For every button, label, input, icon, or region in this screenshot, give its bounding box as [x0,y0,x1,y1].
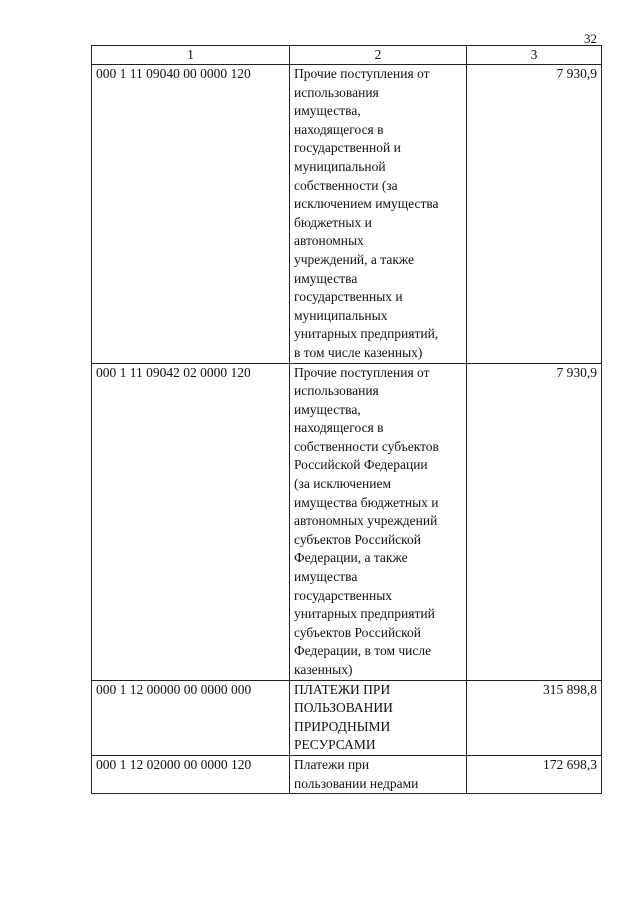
revenue-name-line: унитарных предприятий, [294,326,439,342]
revenue-name-line: Прочие поступления от [294,66,430,81]
revenue-name-line: муниципальной [294,158,386,174]
revenue-name-line: государственной и [294,140,401,156]
table-row [92,65,602,364]
revenue-name-line: ПРИРОДНЫМИ [294,718,391,734]
revenue-name-line: Федерации, а также [294,550,408,566]
revenue-name-line: (за исключением [294,476,392,492]
revenue-name-line: находящегося в [294,420,384,436]
revenue-name-line: использования [294,84,379,100]
revenue-name-line: субъектов Российской [294,624,422,640]
column-header-1: 1 [92,46,290,65]
revenue-name-line: казенных) [294,662,353,677]
column-header-2: 2 [290,46,467,65]
revenue-name-line: субъектов Российской [294,531,422,547]
classification-code-cell: 000 1 12 02000 00 0000 120 [92,755,290,793]
table-row [92,755,602,793]
revenue-name-line: собственности субъектов [294,438,439,454]
revenue-name-cell [290,65,467,364]
revenue-name-line: автономных учреждений [294,513,438,529]
header-row [92,46,602,65]
revenue-name-line: государственных и [294,289,403,305]
table-body [92,65,602,794]
amount-cell: 7 930,9 [467,363,602,680]
revenue-name-line: использования [294,383,379,399]
revenue-name-line: пользовании недрами [294,775,419,791]
classification-code-cell: 000 1 11 09042 02 0000 120 [92,363,290,680]
revenue-name-line: имущества, [294,103,361,119]
revenue-name-line: Федерации, в том числе [294,643,432,659]
revenue-name-cell [290,755,467,793]
budget-revenue-table [91,45,602,794]
table-row [92,363,602,680]
page-number: 32 [584,31,597,46]
revenue-name-line: РЕСУРСАМИ [294,737,376,753]
amount-cell: 7 930,9 [467,65,602,364]
revenue-name-line: ПОЛЬЗОВАНИИ [294,700,393,716]
revenue-name-line: муниципальных [294,307,388,323]
revenue-name-line: автономных [294,233,364,249]
revenue-name-line: собственности (за [294,177,398,193]
revenue-name-line: имущества, [294,401,361,417]
table-header [92,46,602,65]
revenue-name-cell [290,680,467,755]
table-row [92,680,602,755]
column-header-3: 3 [467,46,602,65]
revenue-name-line: имущества бюджетных и [294,494,439,510]
classification-code-cell: 000 1 11 09040 00 0000 120 [92,65,290,364]
revenue-name-line: в том числе казенных) [294,344,423,360]
revenue-name-line: бюджетных и [294,214,372,230]
amount-cell: 172 698,3 [467,755,602,793]
classification-code-cell: 000 1 12 00000 00 0000 000 [92,680,290,755]
revenue-name-line: унитарных предприятий [294,606,435,622]
amount-cell: 315 898,8 [467,680,602,755]
revenue-name-line: учреждений, а также [294,251,415,267]
revenue-name-line: Прочие поступления от [294,364,430,380]
revenue-name-line: имущества [294,270,358,286]
revenue-name-line: находящегося в [294,121,384,137]
revenue-name-line: Российской Федерации [294,457,428,473]
revenue-name-line: ПЛАТЕЖИ ПРИ [294,681,391,697]
revenue-name-line: Платежи при [294,756,370,772]
revenue-name-cell [290,363,467,680]
revenue-name-line: государственных [294,587,393,603]
revenue-name-line: имущества [294,569,358,585]
revenue-name-line: исключением имущества [294,196,439,212]
